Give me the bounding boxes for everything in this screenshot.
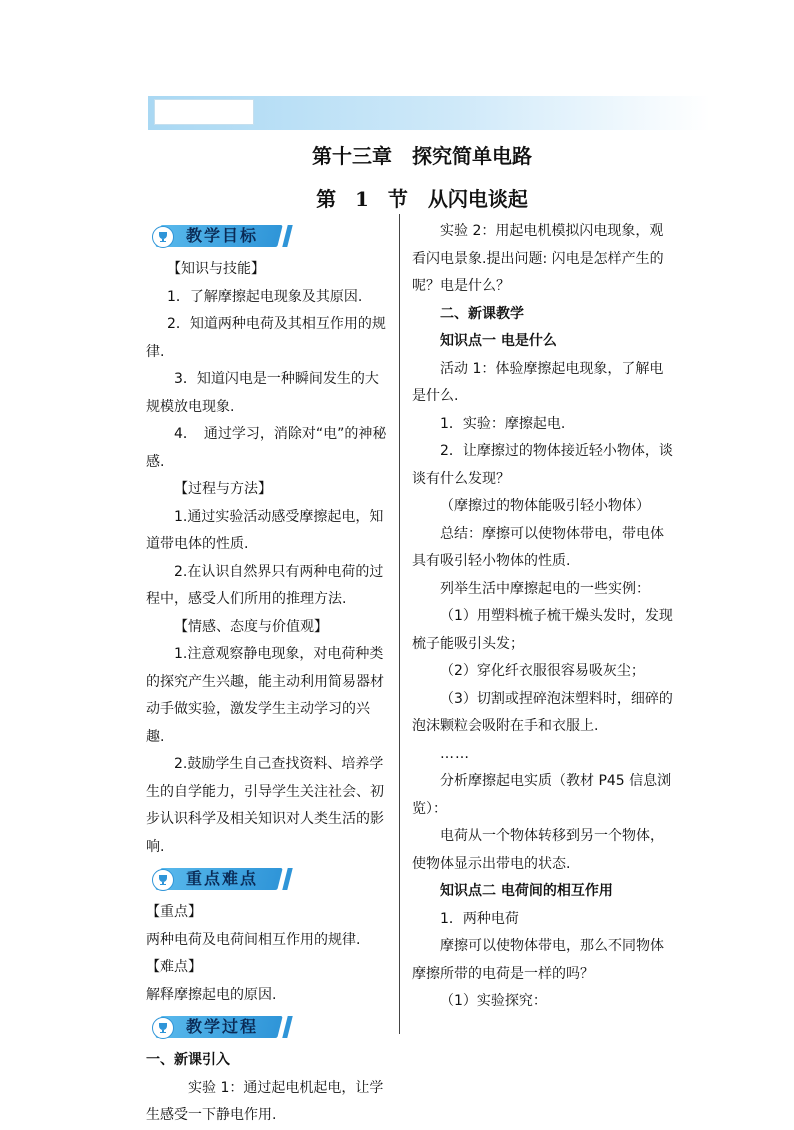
- question: 摩擦可以使物体带电，那么不同物体摩擦所带的电荷是一样的吗？: [412, 938, 664, 982]
- point1-heading: 知识点一 电是什么: [440, 333, 557, 349]
- new-lesson-heading: 二、新课教学: [440, 305, 524, 322]
- knowledge-item: 4． 通过学习，消除对“电”的神秘感.: [146, 426, 387, 470]
- process-item: 1.通过实验活动感受摩擦起电，知道带电体的性质.: [146, 508, 384, 552]
- activity1: 活动 1：体验摩擦起电现象，了解电是什么.: [412, 360, 664, 404]
- header-banner: [148, 96, 710, 130]
- attitude-heading: 【情感、态度与价值观】: [174, 618, 328, 635]
- left-column: [146, 218, 388, 1130]
- intro-text: 实验 1：通过起电机起电，让学生感受一下静电作用.: [146, 1079, 384, 1123]
- analysis: 分析摩擦起电实质（教材 P45 信息浏览）：: [412, 773, 672, 817]
- exp-inquiry: （1）实验探究：: [440, 993, 547, 1009]
- example-item: （3）切割或捏碎泡沫塑料时，细碎的泡沫颗粒会吸附在手和衣服上.: [412, 690, 673, 734]
- point2-heading: 知识点二 电荷间的相互作用: [440, 883, 613, 899]
- badge-label: 教学过程: [186, 1017, 259, 1036]
- trophy-icon: [152, 1017, 174, 1039]
- key-text: 两种电荷及电荷间相互作用的规律.: [146, 931, 361, 948]
- step1: 1．实验：摩擦起电.: [440, 415, 566, 432]
- key-label: 【重点】: [146, 904, 202, 920]
- column-divider: [399, 214, 400, 1034]
- knowledge-item: 3．知道闪电是一种瞬间发生的大规模放电现象.: [146, 371, 379, 415]
- trophy-icon: [152, 226, 174, 248]
- step2: 2．让摩擦过的物体接近轻小物体，谈谈有什么发现？: [412, 443, 673, 487]
- banner-label-box: [154, 99, 254, 125]
- section-title: 第 1 节 从闪电谈起: [316, 187, 528, 211]
- process-item: 2.在认识自然界只有两种电荷的过程中，感受人们所用的推理方法.: [146, 563, 384, 607]
- ellipsis: ……: [440, 745, 470, 762]
- section-badge-goals: [152, 222, 292, 250]
- two-charges: 1．两种电荷: [440, 910, 519, 927]
- attitude-item: 2.鼓励学生自己查找资料、培养学生的自学能力，引导学生关注社会、初步认识科学及相关知识对人类生活的影响.: [146, 756, 384, 855]
- exp2-text: 实验 2：用起电机模拟闪电现象，观看闪电景象.提出问题: 闪电是怎样产生的呢？电是什么？: [412, 223, 664, 294]
- badge-label: 教学目标: [186, 226, 259, 245]
- difficulty-text: 解释摩擦起电的原因.: [146, 986, 277, 1003]
- example-item: （2）穿化纤衣服很容易吸灰尘；: [440, 663, 645, 679]
- section-badge-key: [152, 865, 292, 893]
- difficulty-label: 【难点】: [146, 959, 202, 975]
- chapter-title: 第十三章 探究简单电路: [312, 144, 532, 168]
- knowledge-item: 2．知道两种电荷及其相互作用的规律.: [146, 316, 386, 360]
- process-heading: 【过程与方法】: [174, 481, 272, 497]
- attitude-item: 1.注意观察静电现象，对电荷种类的探究产生兴趣，能主动利用简易器材动手做实验，激发学生主动学习的兴趣.: [146, 646, 384, 745]
- summary: 总结：摩擦可以使物体带电，带电体具有吸引轻小物体的性质.: [412, 525, 664, 569]
- knowledge-heading: 【知识与技能】: [167, 261, 265, 277]
- example-item: （1）用塑料梳子梳干燥头发时，发现梳子能吸引头发；: [412, 608, 673, 652]
- analysis-text: 电荷从一个物体转移到另一个物体，使物体显示出带电的状态.: [412, 828, 664, 872]
- section-badge-process: [152, 1013, 292, 1041]
- badge-label: 重点难点: [186, 869, 259, 888]
- intro-heading: 一、新课引入: [146, 1052, 230, 1068]
- knowledge-item: 1．了解摩擦起电现象及其原因.: [167, 288, 363, 305]
- step2-answer: （摩擦过的物体能吸引轻小物体）: [440, 498, 650, 514]
- trophy-icon: [152, 869, 174, 891]
- examples-intro: 列举生活中摩擦起电的一些实例：: [440, 580, 650, 597]
- right-column: [412, 218, 676, 1016]
